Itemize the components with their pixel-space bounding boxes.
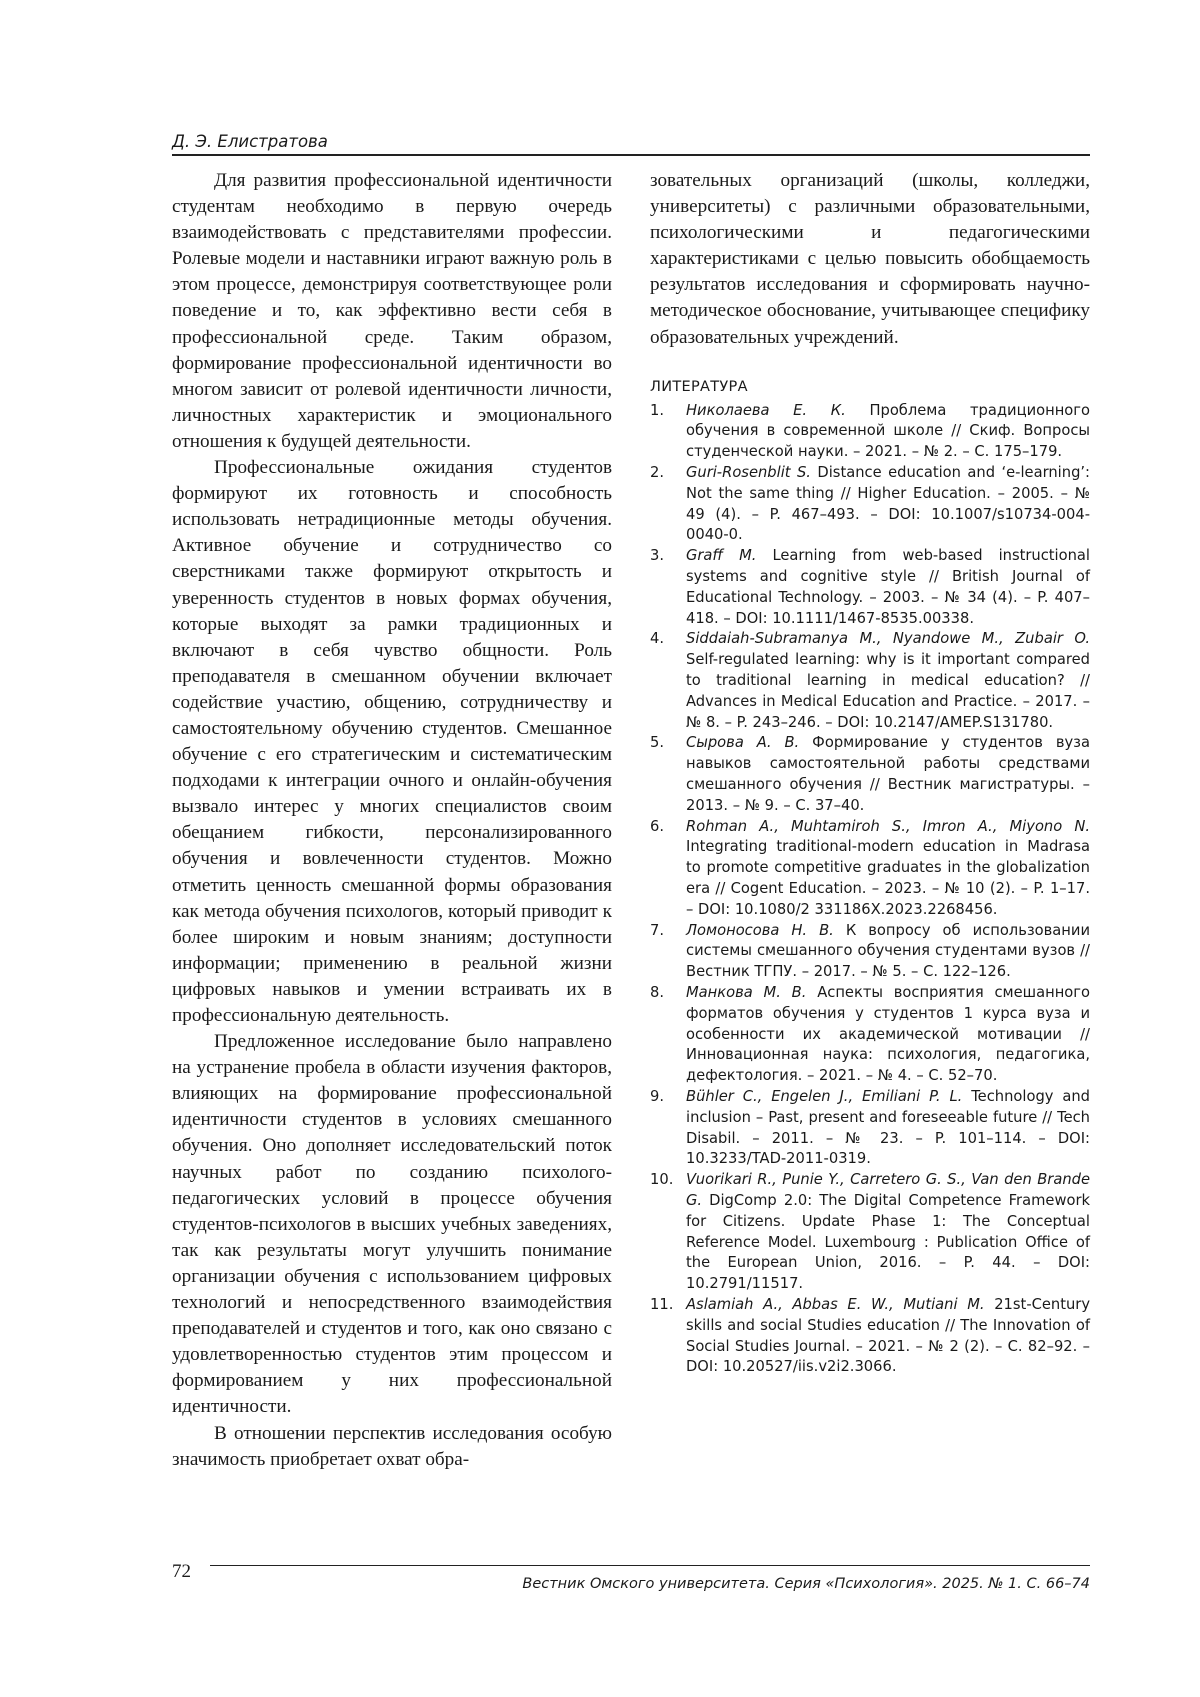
body-paragraph: Предложенное исследование было направлено на устранение пробела в области изучения факторов, влияющих на формирование профессиональной идентичности студентов в условиях смешанного обучения. Оно дополняет исследовательский поток научных работ по созданию психолого-педагогических условий в процессе обучения студентов-психологов в высших учебных заведениях, так как результаты могут улучшить понимание организации обучения с использованием цифровых технологий и непосредственного взаимодействия преподавателей и студентов и того, как оно связано с удовлетворенностью студентов этим процессом и формированием у них профессиональной идентичности. <box>172 1031 612 1418</box>
body-paragraph: Для развития профессиональной идентичности студентам необходимо в первую очередь взаимодействовать с представителями профессии. Ролевые модели и наставники играют важную роль в этом процессе, демонстрируя соответствующее роли поведение и то, как эффективно вести себя в профессиональной среде. Таким образом, формирование профессиональной идентичности во многом зависит от ролевой идентичности личности, личностных характеристик и эмоционального отношения к будущей деятельности. <box>172 170 612 452</box>
reference-item: 7. Ломоносова Н. В. К вопросу об использовании системы смешанного обучения студентами вузов // Вестник ТГПУ. – 2017. – № 5. – С. 122–126. <box>650 921 1090 981</box>
reference-item: 5. Сырова А. В. Формирование у студентов вуза навыков самостоятельной работы средствами смешанного обучения // Вестник магистратуры. – 2013. – № 9. – С. 37–40. <box>650 734 1090 814</box>
header-rule <box>172 154 1090 156</box>
reference-item: 6. Rohman A., Muhtamiroh S., Imron A., Miyono N. Integrating traditional-modern education in Madrasa to promote competitive graduates in the globalization era // Cogent Education. – 2023. – № 10 (2). – P. 1–17. – DOI: 10.1080/2 331186X.2023.2268456. <box>650 817 1090 918</box>
body-paragraph: В отношении перспектив исследования особую значимость приобретает охват обра- <box>172 1422 612 1470</box>
page-number: 72 <box>172 1561 191 1582</box>
reference-item: 10. Vuorikari R., Punie Y., Carretero G. S., Van den Brande G. DigComp 2.0: The Digital Competence Framework for Citizens. Update Phase 1: The Conceptual Reference Model. Luxembourg : Publication Office of the European Union, 2016. – P. 44. – DOI: 10.2791/11517. <box>650 1171 1090 1293</box>
reference-list <box>650 401 1090 1378</box>
reference-item: 9. Bühler C., Engelen J., Emiliani P. L. Technology and inclusion – Past, present and foreseeable future // Tech Disabil. – 2011. – № 23. – P. 101–114. – DOI: 10.3233/TAD-2011-0319. <box>650 1087 1090 1168</box>
reference-item: 4. Siddaiah-Subramanya M., Nyandowe M., Zubair O. Self-regulated learning: why is it important compared to traditional learning in medical education? // Advances in Medical Education and Practice. – 2017. – № 8. – P. 243–246. – DOI: 10.2147/AMEP.S131780. <box>650 630 1090 731</box>
body-paragraph: Профессиональные ожидания студентов формируют их готовность и способность использовать нетрадиционные методы обучения. Активное обучение и сотрудничество со сверстниками также формируют открытость и уверенность студентов в новых формах обучения, которые выходят за рамки традиционных и включают в себя чувство общности. Роль преподавателя в смешанном обучении включает содействие участию, общению, сотрудничеству и самостоятельному обучению студентов. Смешанное обучение с его стратегическим и систематическим подходами к интеграции очного и онлайн-обучения вызвало интерес у многих специалистов своим обещанием гибкости, персонализированного обучения и вовлеченности студентов. Можно отметить ценность смешанной формы образования как метода обучения психологов, который приводит к более широким и новым знаниям; доступности информации; применению в реальной жизни цифровых навыков и умении встраивать их в профессиональную деятельность. <box>172 457 612 1026</box>
footer-rule <box>210 1565 1090 1566</box>
journal-citation: Вестник Омского университета. Серия «Психология». 2025. № 1. С. 66–74 <box>522 1576 1090 1592</box>
right-column <box>650 168 1090 1378</box>
reference-item: 11. Aslamiah A., Abbas E. W., Mutiani M. 21st-Century skills and social Studies education // The Innovation of Social Studies Journal. – 2021. – № 2 (2). – С. 82–92. – DOI: 10.20527/iis.v2i2.3066. <box>650 1295 1091 1376</box>
literature-heading: ЛИТЕРАТУРА <box>650 378 748 395</box>
reference-item: 2. Guri-Rosenblit S. Distance education and ‘e-learning’: Not the same thing // Higher Education. – 2005. – № 49 (4). – P. 467–493. – DOI: 10.1007/s10734-004-0040-0. <box>650 464 1091 544</box>
reference-item: 3. Graff M. Learning from web-based instructional systems and cognitive style // British Journal of Educational Technology. – 2003. – № 34 (4). – P. 407–418. – DOI: 10.1111/1467-8535.00338. <box>650 547 1091 627</box>
reference-item: 8. Манкова М. В. Аспекты восприятия смешанного форматов обучения у студентов 1 курса вуза и особенности их академической мотивации // Инновационная наука: психология, педагогика, дефектология. – 2021. – № 4. – С. 52–70. <box>650 983 1091 1085</box>
reference-item: 1. Николаева Е. К. Проблема традиционного обучения в современной школе // Скиф. Вопросы студенческой науки. – 2021. – № 2. – С. 175–179. <box>650 401 1090 461</box>
left-column <box>172 168 612 1473</box>
running-header-author: Д. Э. Елистратова <box>172 132 328 151</box>
body-paragraph-continuation: зовательных организаций (школы, колледжи, университеты) с различными образовательными, психологическими и педагогическими характеристиками с целью повысить обобщаемость результатов исследования и сформировать научно-методическое обоснование, учитывающее специфику образовательных учреждений. <box>650 170 1090 348</box>
